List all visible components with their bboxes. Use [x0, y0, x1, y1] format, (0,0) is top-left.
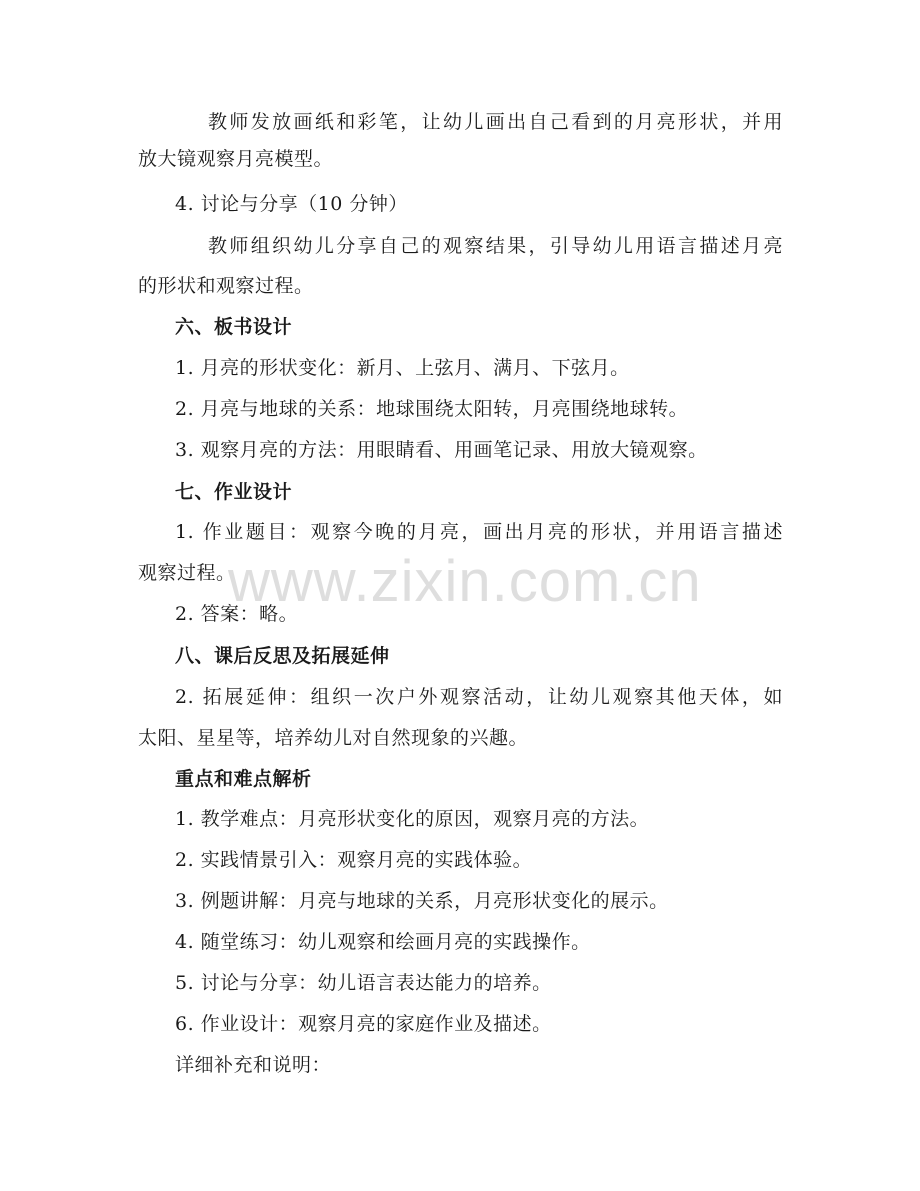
list-item: 5. 讨论与分享：幼儿语言表达能力的培养。 [175, 972, 552, 994]
section-heading-key-points: 重点和难点解析 [175, 768, 312, 790]
list-item: 2. 月亮与地球的关系：地球围绕太阳转，月亮围绕地球转。 [175, 398, 689, 420]
list-item: 3. 观察月亮的方法：用眼睛看、用画笔记录、用放大镜观察。 [175, 439, 708, 461]
supplement-heading: 详细补充和说明： [175, 1054, 332, 1076]
watermark: www.zixin.com.cn [228, 549, 702, 614]
list-item: 2. 拓展延伸：组织一次户外观察活动，让幼儿观察其他天体，如 [175, 686, 783, 708]
paragraph-line: 教师组织幼儿分享自己的观察结果，引导幼儿用语言描述月亮 [208, 235, 783, 257]
list-item-continuation: 太阳、星星等，培养幼儿对自然现象的兴趣。 [138, 727, 529, 749]
list-item: 1. 作业题目：观察今晚的月亮，画出月亮的形状，并用语言描述 [175, 521, 783, 543]
paragraph-line: 放大镜观察月亮模型。 [138, 148, 334, 170]
list-item: 6. 作业设计：观察月亮的家庭作业及描述。 [175, 1013, 552, 1035]
list-item: 2. 实践情景引入：观察月亮的实践体验。 [175, 849, 533, 871]
paragraph-line: 教师发放画纸和彩笔，让幼儿画出自己看到的月亮形状，并用 [208, 111, 783, 133]
paragraph-line: 的形状和观察过程。 [138, 275, 314, 297]
list-item: 1. 教学难点：月亮形状变化的原因，观察月亮的方法。 [175, 808, 650, 830]
section-heading-homework: 七、作业设计 [175, 481, 293, 503]
section-heading-board-design: 六、板书设计 [175, 316, 293, 338]
list-item: 3. 例题讲解：月亮与地球的关系，月亮形状变化的展示。 [175, 890, 669, 912]
list-item: 4. 随堂练习：幼儿观察和绘画月亮的实践操作。 [175, 931, 591, 953]
list-item-continuation: 观察过程。 [138, 562, 236, 584]
list-item: 4. 讨论与分享（10 分钟） [175, 193, 408, 215]
list-item: 1. 月亮的形状变化：新月、上弦月、满月、下弦月。 [175, 357, 630, 379]
list-item: 2. 答案：略。 [175, 603, 299, 625]
section-heading-reflection: 八、课后反思及拓展延伸 [175, 645, 390, 667]
